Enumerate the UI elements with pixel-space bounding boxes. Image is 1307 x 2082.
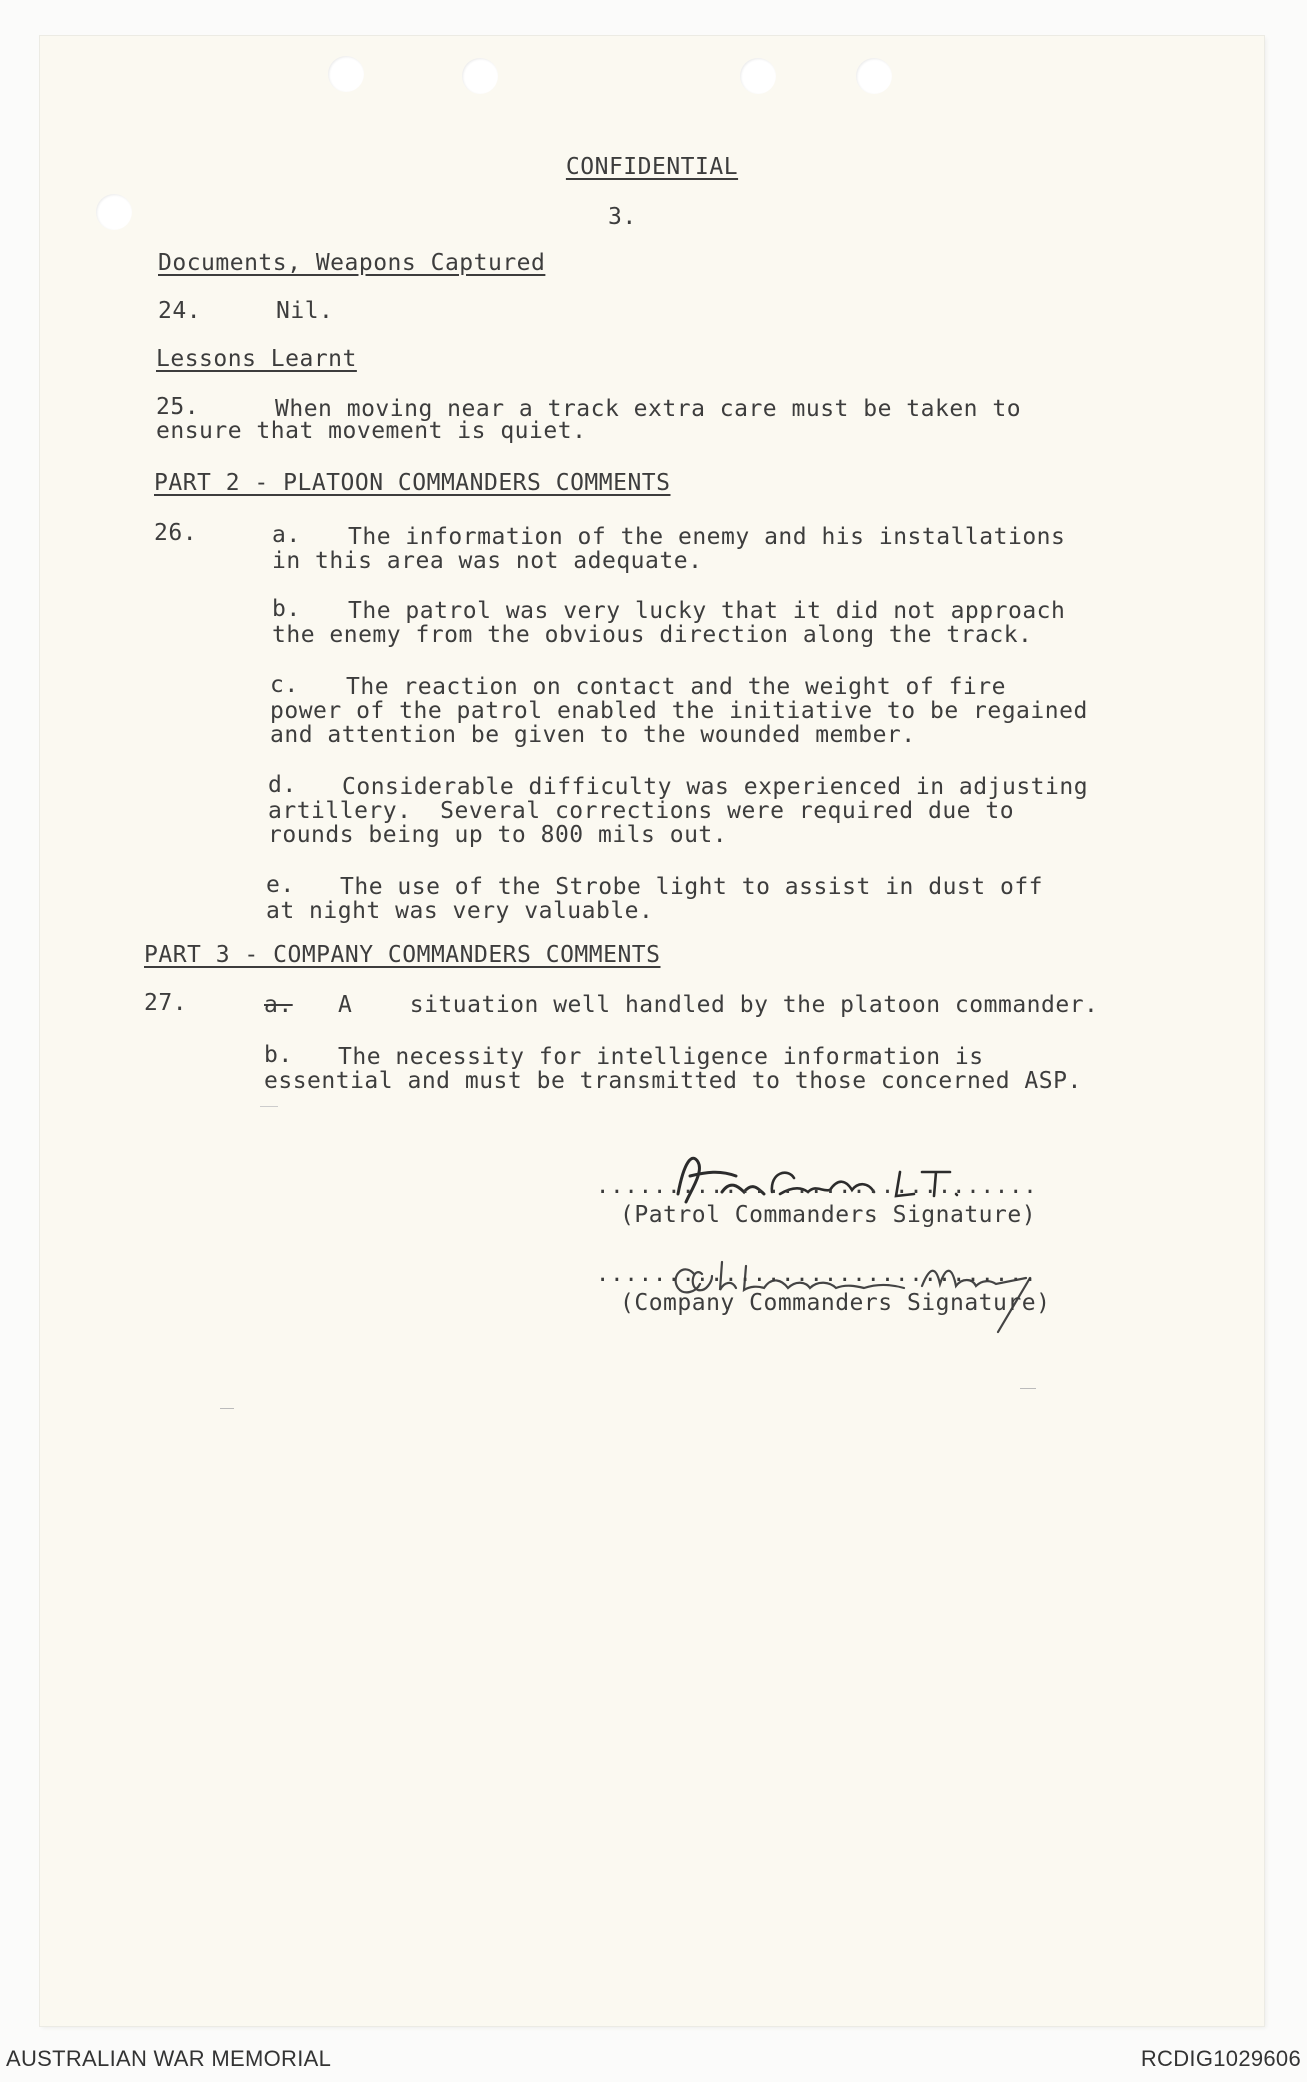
part3-item-b-line1: The necessity for intelligence information is — [338, 1044, 984, 1070]
footer-left: AUSTRALIAN WAR MEMORIAL — [6, 2046, 332, 2071]
item-c-line2: power of the patrol enabled the initiative to be regained — [270, 698, 1088, 724]
item-e-label: e. — [266, 872, 295, 898]
punch-hole — [462, 58, 498, 94]
part2-heading: PART 2 - PLATOON COMMANDERS COMMENTS — [154, 470, 671, 496]
patrol-signature-caption: (Patrol Commanders Signature) — [620, 1202, 1037, 1228]
item-e-line2: at night was very valuable. — [266, 898, 654, 924]
item-d-line2: artillery. Several corrections were required due to — [268, 798, 1015, 824]
item-b-label: b. — [272, 596, 301, 622]
item-c-label: c. — [270, 672, 299, 698]
pencil-mark — [1020, 1388, 1036, 1389]
item-a-line2: in this area was not adequate. — [272, 548, 703, 574]
item-e-line1: The use of the Strobe light to assist in dust off — [340, 874, 1044, 900]
item-d-label: d. — [268, 772, 297, 798]
company-signature-line: ............................... — [596, 1262, 1038, 1287]
documents-heading: Documents, Weapons Captured — [158, 250, 546, 276]
item-b-line2: the enemy from the obvious direction along the track. — [272, 622, 1033, 648]
document-page — [40, 36, 1264, 2026]
item-b-line1: The patrol was very lucky that it did not approach — [348, 598, 1066, 624]
punch-hole — [96, 194, 132, 230]
punch-hole — [740, 58, 776, 94]
pencil-mark — [260, 1106, 278, 1107]
footer-right: RCDIG1029606 — [1140, 2046, 1301, 2071]
part3-item-b-label: b. — [264, 1042, 293, 1068]
lessons-heading: Lessons Learnt — [156, 346, 357, 372]
para-number-27: 27. — [144, 990, 188, 1016]
punch-hole — [328, 56, 364, 92]
page-number: 3. — [608, 204, 637, 230]
item-c-line1: The reaction on contact and the weight of fire — [346, 674, 1006, 700]
para-25-line2: ensure that movement is quiet. — [156, 418, 587, 444]
classification-heading: CONFIDENTIAL — [565, 154, 739, 180]
para-24-text: Nil. — [276, 298, 334, 324]
part3-item-b-line2: essential and must be transmitted to those concerned ASP. — [264, 1068, 1082, 1094]
item-c-line3: and attention be given to the wounded member. — [270, 722, 916, 748]
part3-heading: PART 3 - COMPANY COMMANDERS COMMENTS — [144, 942, 661, 968]
company-signature-caption: (Company Commanders Signature) — [620, 1290, 1051, 1316]
punch-hole — [856, 58, 892, 94]
para-number-25: 25. — [156, 394, 200, 420]
para-number-24: 24. — [158, 298, 202, 324]
para-number-26: 26. — [154, 520, 198, 546]
item-a-label: a. — [272, 522, 301, 548]
pencil-mark — [220, 1408, 234, 1409]
item-a-line1: The information of the enemy and his installations — [348, 524, 1066, 550]
para-25-line1: When moving near a track extra care must be taken to — [275, 396, 1022, 422]
part3-item-a-label: a. — [264, 992, 293, 1018]
item-d-line1: Considerable difficulty was experienced in adjusting — [342, 774, 1089, 800]
patrol-signature-line: ............................... — [596, 1174, 1038, 1199]
part3-item-a-line1: A situation well handled by the platoon commander. — [338, 992, 1099, 1018]
item-d-line3: rounds being up to 800 mils out. — [268, 822, 728, 848]
